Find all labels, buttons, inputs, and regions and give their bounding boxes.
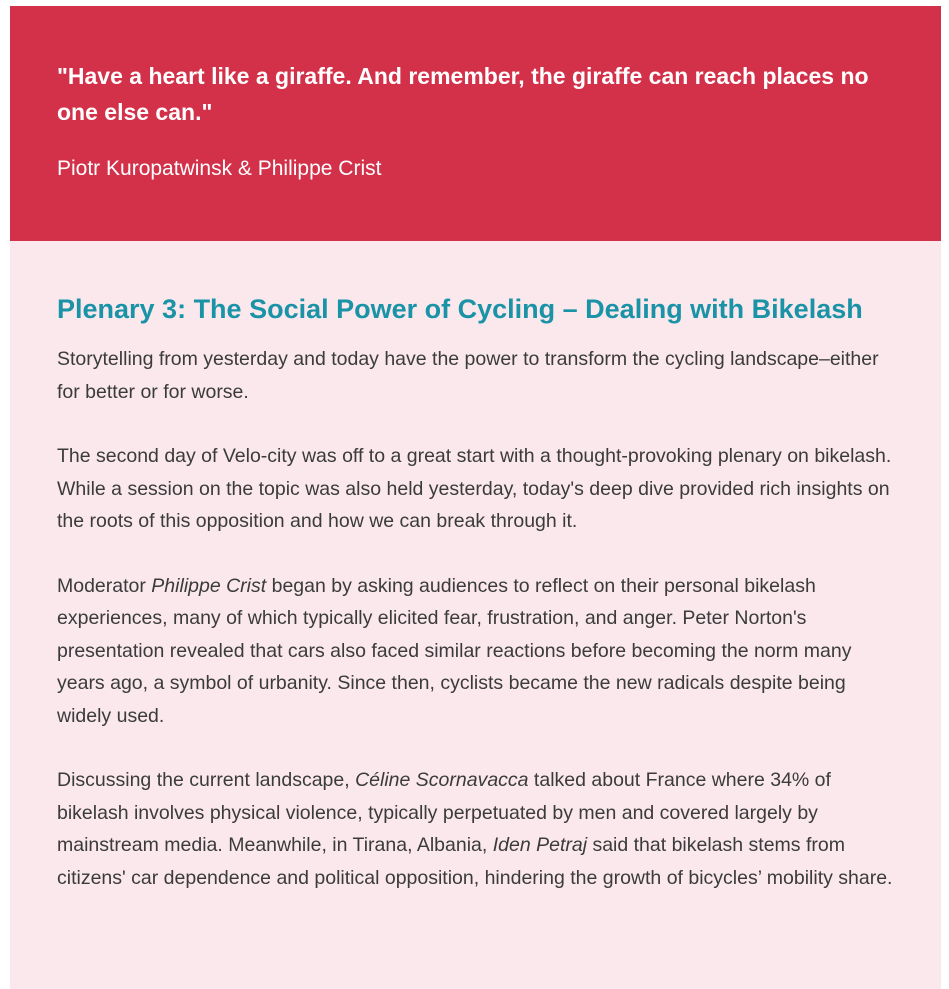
article-section	[10, 241, 941, 989]
paragraph-moderator	[57, 570, 894, 733]
person-name-iden-petraj: Iden Petraj	[492, 834, 588, 856]
article-title: Plenary 3: The Social Power of Cycling – Dealing with Bikelash	[57, 294, 863, 324]
paragraph-landscape	[57, 764, 894, 894]
quote-banner	[10, 6, 941, 241]
paragraph-moderator-text-b: began by asking audiences to reflect on their personal bikelash experiences, many of which typically elicited fear, frustration, and anger. Peter Norton's presentation revealed that cars also faced similar reactions before becoming the norm many years ago, a symbol of urbanity. Since then, cyclists became the new radicals despite being widely used.	[57, 574, 852, 727]
paragraph-landscape-text-b: talked about France where 34% of bikelash involves physical violence, typically perpetuated by men and covered largely by mainstream media. Meanwhile, in Tirana, Albania,	[57, 769, 831, 856]
paragraph-second-day: The second day of Velo-city was off to a great start with a thought-provoking plenary on bikelash. While a session on the topic was also held yesterday, today's deep dive provided rich insights on the roots of this opposition and how we can break through it.	[57, 445, 892, 532]
paragraph-moderator-text-a: Moderator	[57, 574, 152, 597]
person-name-celine-scornavacca: Céline Scornavacca	[355, 769, 529, 791]
paragraph-landscape-text-c: said that bikelash stems from citizens' car dependence and political opposition, hindering the growth of bicycles’ mobility share.	[57, 834, 893, 889]
paragraph-landscape-text-a: Discussing the current landscape,	[57, 769, 356, 791]
person-name-philippe-crist: Philippe Crist	[151, 574, 267, 597]
quote-text: "Have a heart like a giraffe. And remember, the giraffe can reach places no one else can."	[57, 63, 869, 125]
paragraph-intro: Storytelling from yesterday and today have the power to transform the cycling landscape–either for better or for worse.	[57, 348, 879, 403]
quote-author: Piotr Kuropatwinsk & Philippe Crist	[57, 157, 382, 180]
